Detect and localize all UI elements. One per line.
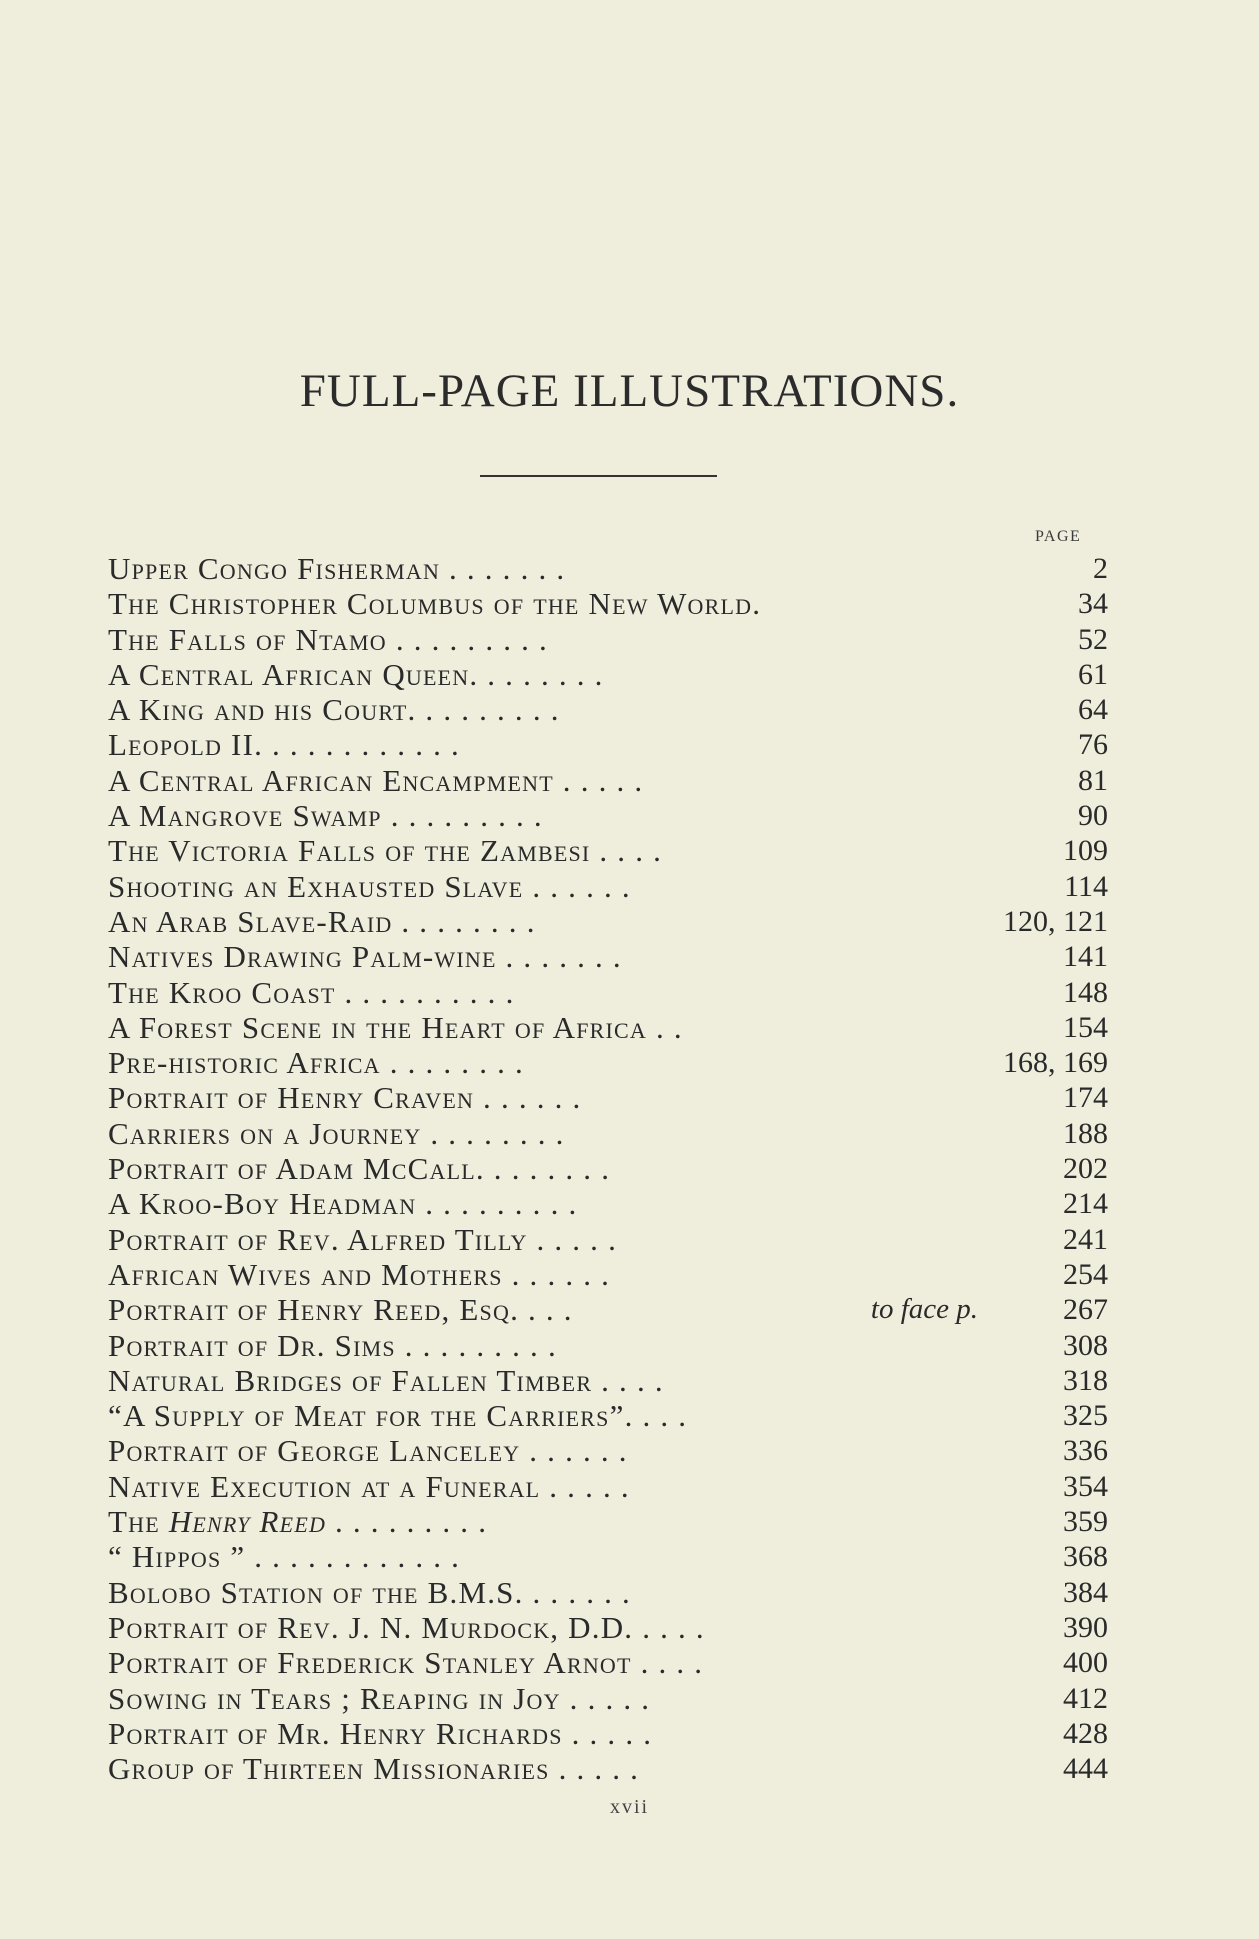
illustration-title-text: A King and his Court. . . . . . . . . xyxy=(108,692,560,728)
illustration-page-number: 254 xyxy=(1063,1257,1108,1291)
illustration-entry xyxy=(108,1716,1108,1751)
illustration-title-text: A Kroo-Boy Headman . . . . . . . . . xyxy=(108,1186,578,1222)
illustration-entry xyxy=(108,763,1108,798)
illustration-title-text: The xyxy=(108,1504,169,1540)
illustration-entry xyxy=(108,1469,1108,1504)
illustration-title xyxy=(108,1645,703,1680)
illustration-title xyxy=(108,1716,652,1751)
illustration-page-number: 61 xyxy=(1078,657,1108,691)
illustration-page-number: 141 xyxy=(1063,940,1108,974)
illustration-title-text: Portrait of George Lanceley . . . . . . xyxy=(108,1433,628,1469)
illustration-page-number: 109 xyxy=(1063,834,1108,868)
illustration-page-number: 64 xyxy=(1078,693,1108,727)
illustration-entry xyxy=(108,833,1108,868)
illustration-entry xyxy=(108,1504,1108,1539)
illustration-title xyxy=(108,939,622,974)
illustration-entry xyxy=(108,727,1108,762)
illustration-page-number: 76 xyxy=(1078,728,1108,762)
illustration-title-text: “ Hippos ” . . . . . . . . . . . . xyxy=(108,1539,461,1575)
illustration-title xyxy=(108,1222,617,1257)
illustration-title-text: Bolobo Station of the B.M.S. . . . . . . xyxy=(108,1574,631,1610)
illustration-title-text: The Christopher Columbus of the New World. xyxy=(108,586,762,622)
illustration-title-text: Natives Drawing Palm-wine . . . . . . . xyxy=(108,939,622,975)
illustration-page-number: 174 xyxy=(1063,1081,1108,1115)
illustration-title-text: Portrait of Frederick Stanley Arnot . . . . xyxy=(108,1645,704,1681)
illustration-entry xyxy=(108,586,1108,621)
illustration-title xyxy=(108,1539,460,1574)
illustration-entry xyxy=(108,1751,1108,1786)
illustration-entry xyxy=(108,1575,1108,1610)
illustration-title xyxy=(108,1328,557,1363)
illustration-title-text: Group of Thirteen Missionaries . . . . . xyxy=(108,1751,640,1787)
illustration-page-number: 412 xyxy=(1063,1681,1108,1715)
illustration-title xyxy=(108,551,565,586)
illustration-title-text: A Mangrove Swamp . . . . . . . . . xyxy=(108,798,543,834)
illustration-title xyxy=(108,1151,610,1186)
illustration-entry xyxy=(108,1257,1108,1292)
illustration-title-text: The Falls of Ntamo . . . . . . . . . xyxy=(108,621,548,657)
illustration-page-number: 390 xyxy=(1063,1610,1108,1644)
illustration-title-text: A Central African Queen. . . . . . . . xyxy=(108,656,604,692)
illustration-page-number: 168, 169 xyxy=(1003,1046,1108,1080)
illustration-title xyxy=(108,692,560,727)
illustration-title xyxy=(108,1257,610,1292)
illustration-title xyxy=(108,1292,573,1327)
illustration-entry xyxy=(108,1610,1108,1645)
illustration-title xyxy=(108,1575,631,1610)
illustration-entry xyxy=(108,657,1108,692)
illustration-title xyxy=(108,833,662,868)
illustration-page-number: 241 xyxy=(1063,1222,1108,1256)
illustration-page-number: 318 xyxy=(1063,1363,1108,1397)
illustration-page-number: 188 xyxy=(1063,1116,1108,1150)
illustration-page-number: 336 xyxy=(1063,1434,1108,1468)
illustration-page-number: 214 xyxy=(1063,1187,1108,1221)
illustration-page-number: 428 xyxy=(1063,1716,1108,1750)
illustration-title xyxy=(108,763,643,798)
illustration-title xyxy=(108,1116,565,1151)
illustration-title-leader: . . . . . . . . . xyxy=(326,1504,488,1540)
illustration-entry xyxy=(108,1186,1108,1221)
heading-rule xyxy=(480,475,717,477)
illustration-title xyxy=(108,727,460,762)
illustration-title-text: Native Execution at a Funeral . . . . . xyxy=(108,1468,630,1504)
illustration-title xyxy=(108,1610,705,1645)
illustration-page-number: 114 xyxy=(1064,869,1108,903)
illustration-page-number: 444 xyxy=(1063,1752,1108,1786)
illustration-entry xyxy=(108,1328,1108,1363)
illustration-page-number: 34 xyxy=(1078,587,1108,621)
illustration-note: to face p. xyxy=(870,1293,978,1326)
illustration-title xyxy=(108,1186,577,1221)
illustration-title-text: The Victoria Falls of the Zambesi . . . . xyxy=(108,833,663,869)
illustration-entry xyxy=(108,1433,1108,1468)
illustration-page-number: 52 xyxy=(1078,622,1108,656)
illustration-title xyxy=(108,1363,664,1398)
illustration-title xyxy=(108,1751,639,1786)
illustration-title-text: Upper Congo Fisherman . . . . . . . xyxy=(108,551,566,586)
illustration-title-text: A Central African Encampment . . . . . xyxy=(108,762,644,798)
page-heading: FULL-PAGE ILLUSTRATIONS. xyxy=(299,365,960,417)
illustration-title-text: African Wives and Mothers . . . . . . xyxy=(108,1256,611,1292)
illustration-title-italic: Henry Reed xyxy=(168,1504,327,1540)
illustration-title xyxy=(108,798,543,833)
illustration-title-text: A Forest Scene in the Heart of Africa . . xyxy=(108,1009,683,1045)
illustration-title xyxy=(108,586,761,621)
illustration-title xyxy=(108,1398,687,1433)
illustration-title-text: Shooting an Exhausted Slave . . . . . . xyxy=(108,868,631,904)
illustration-entry xyxy=(108,1151,1108,1186)
illustration-title-text: Portrait of Mr. Henry Richards . . . . . xyxy=(108,1715,653,1751)
illustration-title xyxy=(108,1045,524,1080)
illustration-entry xyxy=(108,904,1108,939)
page-column-label: PAGE xyxy=(1035,528,1082,545)
illustration-entry xyxy=(108,692,1108,727)
illustration-entry xyxy=(108,939,1108,974)
illustration-title-text: Portrait of Adam McCall. . . . . . . . xyxy=(108,1151,611,1187)
illustration-title-text: Portrait of Henry Craven . . . . . . xyxy=(108,1080,582,1116)
illustration-entry xyxy=(108,1010,1108,1045)
illustration-page-number: 359 xyxy=(1063,1505,1108,1539)
illustration-title xyxy=(108,1681,650,1716)
illustration-title-text: “A Supply of Meat for the Carriers”. . . . xyxy=(108,1398,688,1434)
illustration-page-number: 267 xyxy=(1063,1293,1108,1327)
illustration-title xyxy=(108,1504,487,1539)
illustration-page-number: 90 xyxy=(1078,799,1108,833)
illustration-entry xyxy=(108,1539,1108,1574)
illustration-page-number: 154 xyxy=(1063,1010,1108,1044)
illustration-title xyxy=(108,657,604,692)
illustration-title xyxy=(108,975,515,1010)
illustration-title-text: Portrait of Rev. Alfred Tilly . . . . . xyxy=(108,1221,618,1257)
illustration-entry xyxy=(108,622,1108,657)
illustration-page-number: 384 xyxy=(1063,1575,1108,1609)
illustration-page-number: 354 xyxy=(1063,1469,1108,1503)
illustration-entry xyxy=(108,1045,1108,1080)
illustration-title-text: Portrait of Rev. J. N. Murdock, D.D. . . . . xyxy=(108,1609,705,1645)
illustration-title xyxy=(108,1080,582,1115)
illustration-page-number: 2 xyxy=(1093,552,1108,585)
illustration-title xyxy=(108,904,536,939)
illustration-entry xyxy=(108,1292,1108,1327)
illustration-title xyxy=(108,1469,630,1504)
illustration-title-text: An Arab Slave-Raid . . . . . . . . xyxy=(108,903,536,939)
illustration-title-text: Natural Bridges of Fallen Timber . . . . xyxy=(108,1362,664,1398)
illustration-page-number: 148 xyxy=(1063,975,1108,1009)
illustration-page-number: 325 xyxy=(1063,1399,1108,1433)
illustration-title xyxy=(108,869,631,904)
illustration-page-number: 308 xyxy=(1063,1328,1108,1362)
illustration-title-text: Sowing in Tears ; Reaping in Joy . . . . . xyxy=(108,1680,651,1716)
illustration-title xyxy=(108,1433,628,1468)
page-number-footer: xvii xyxy=(609,1796,650,1818)
illustration-entry xyxy=(108,1645,1108,1680)
illustration-page-number: 368 xyxy=(1063,1540,1108,1574)
illustration-entry xyxy=(108,551,1108,586)
illustration-page-number: 120, 121 xyxy=(1003,904,1108,938)
illustration-entry xyxy=(108,1398,1108,1433)
illustration-entry xyxy=(108,1681,1108,1716)
illustration-entry xyxy=(108,1080,1108,1115)
illustration-entry xyxy=(108,1363,1108,1398)
illustration-title-text: Portrait of Dr. Sims . . . . . . . . . xyxy=(108,1327,557,1363)
illustration-page-number: 400 xyxy=(1063,1646,1108,1680)
illustration-entry xyxy=(108,1222,1108,1257)
illustration-page-number: 202 xyxy=(1063,1152,1108,1186)
illustration-title-text: Portrait of Henry Reed, Esq. . . . xyxy=(108,1292,573,1328)
illustrations-list xyxy=(108,551,1108,1786)
illustration-entry xyxy=(108,1116,1108,1151)
illustration-title-text: Carriers on a Journey . . . . . . . . xyxy=(108,1115,565,1151)
illustration-page-number: 81 xyxy=(1078,763,1108,797)
illustration-entry xyxy=(108,798,1108,833)
illustration-title xyxy=(108,622,548,657)
illustration-title-text: Leopold II. . . . . . . . . . . . xyxy=(108,727,460,763)
illustration-title-text: The Kroo Coast . . . . . . . . . . xyxy=(108,974,515,1010)
illustration-title xyxy=(108,1010,683,1045)
illustration-entry xyxy=(108,975,1108,1010)
illustration-title-text: Pre-historic Africa . . . . . . . . xyxy=(108,1045,524,1081)
illustration-entry xyxy=(108,869,1108,904)
